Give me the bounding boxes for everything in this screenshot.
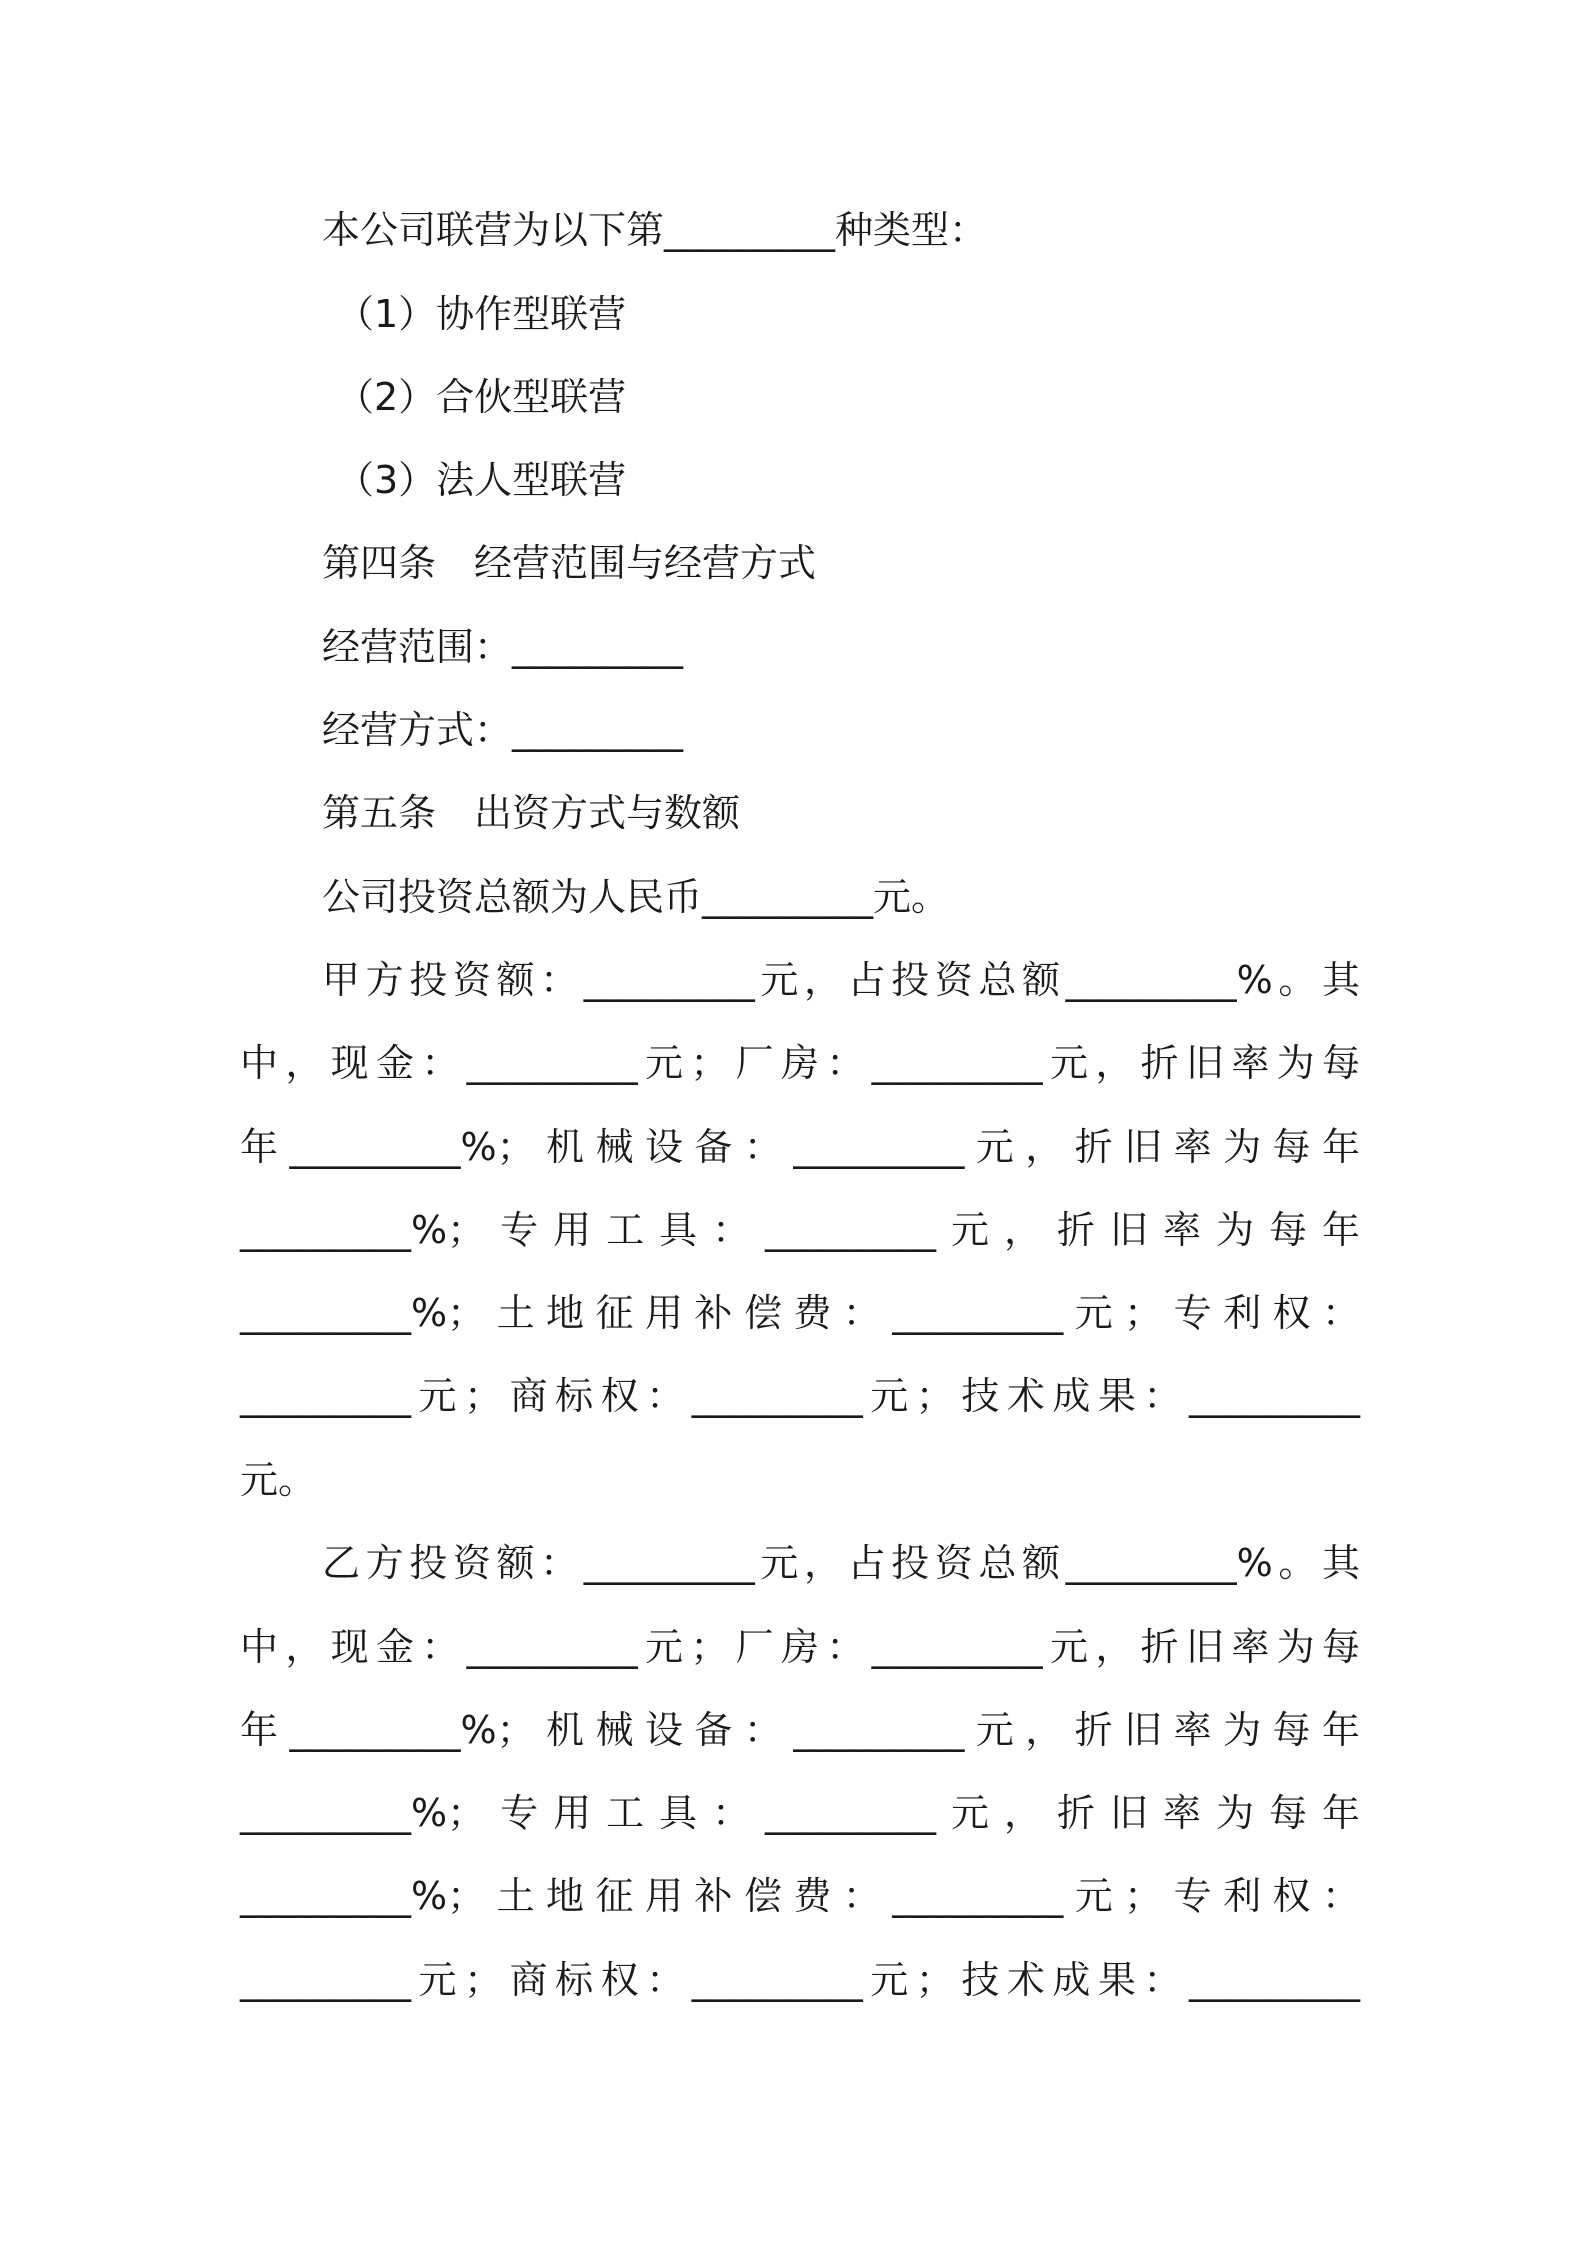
total-investment-line: 公司投资总额为人民币_________元。 (322, 875, 950, 919)
paragraph-company-type: 本公司联营为以下第_________种类型： (322, 208, 988, 252)
party-a-paragraph-line: _________%；专用工具：_________元，折旧率为每年 (240, 1208, 1360, 1252)
list-item-type-2: （2）合伙型联营 (336, 375, 627, 419)
list-item-type-1: （1）协作型联营 (336, 292, 627, 336)
list-item-type-3: （3）法人型联营 (336, 458, 627, 502)
party-b-paragraph-line: 年_________%；机械设备：_________元，折旧率为每年 (240, 1708, 1360, 1752)
party-a-paragraph-line: 年_________%；机械设备：_________元，折旧率为每年 (240, 1125, 1360, 1169)
party-b-paragraph-line: 乙方投资额：_________元，占投资总额_________%。其 (322, 1541, 1360, 1585)
article-four-heading: 第四条 经营范围与经营方式 (322, 541, 817, 585)
party-a-paragraph-line: _________%；土地征用补偿费：_________元；专利权： (240, 1291, 1360, 1335)
party-a-paragraph-line: 中，现金：_________元；厂房：_________元，折旧率为每 (240, 1041, 1360, 1085)
party-b-paragraph-line: 中，现金：_________元；厂房：_________元，折旧率为每 (240, 1625, 1360, 1669)
party-a-paragraph-line: _________元；商标权：_________元；技术成果：_________ (240, 1374, 1360, 1418)
business-mode-line: 经营方式：_________ (322, 708, 684, 752)
party-a-paragraph-line: 甲方投资额：_________元，占投资总额_________%。其 (322, 958, 1360, 1002)
party-b-paragraph-line: _________元；商标权：_________元；技术成果：_________ (240, 1958, 1360, 2002)
party-a-paragraph-line: 元。 (240, 1458, 317, 1502)
article-five-heading: 第五条 出资方式与数额 (322, 791, 741, 835)
business-scope-line: 经营范围：_________ (322, 625, 684, 669)
party-b-paragraph-line: _________%；专用工具：_________元，折旧率为每年 (240, 1791, 1360, 1835)
party-b-paragraph-line: _________%；土地征用补偿费：_________元；专利权： (240, 1874, 1360, 1918)
